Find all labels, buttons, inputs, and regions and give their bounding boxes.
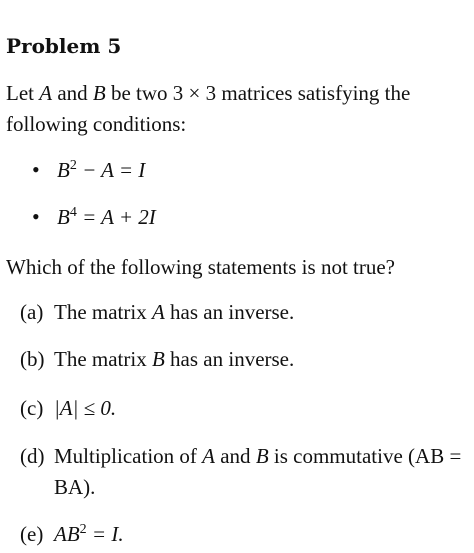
option-rest: = I.: [86, 522, 124, 546]
option-label: (a): [20, 300, 44, 324]
intro-text-3: be two 3 × 3 matrices satisfying the following conditions:: [6, 81, 411, 136]
condition-rest: = A + 2I: [76, 205, 156, 229]
intro-text-1: Let: [6, 81, 40, 105]
option-text-1: The matrix: [54, 347, 152, 371]
option-text-1: The matrix: [54, 300, 152, 324]
question-text: Which of the following statements is not true?: [6, 255, 395, 279]
bullet-point: •: [32, 204, 40, 229]
option-b[interactable]: [20, 344, 470, 375]
option-text-2: and: [214, 444, 256, 468]
intro-matrix-b: B: [92, 81, 106, 105]
option-text-1: Multiplication of: [54, 444, 203, 468]
option-matrix-b: B: [255, 444, 269, 468]
condition-item-2: [32, 204, 156, 230]
intro-matrix-a: A: [39, 81, 53, 105]
bullet-point: •: [32, 157, 40, 182]
option-exponent: 2: [79, 522, 87, 537]
option-a[interactable]: [20, 297, 470, 328]
option-c[interactable]: [20, 393, 470, 424]
condition-item-1: [32, 157, 145, 183]
condition-exponent: 2: [69, 158, 77, 173]
intro-text-2: and: [52, 81, 93, 105]
option-text-3: is commutative (AB = BA).: [54, 444, 462, 499]
option-label: (d): [20, 444, 45, 468]
option-d[interactable]: [20, 441, 470, 503]
option-matrix: B: [151, 347, 165, 371]
condition-base: B: [57, 205, 70, 229]
option-label: (c): [20, 396, 44, 420]
problem-title: Problem 5: [6, 34, 122, 58]
problem-intro: [6, 78, 468, 140]
condition-exponent: 4: [69, 205, 77, 220]
condition-rest: − A = I: [76, 158, 146, 182]
option-expression: |A| ≤ 0.: [54, 396, 117, 420]
option-matrix-a: A: [202, 444, 215, 468]
condition-base: B: [57, 158, 70, 182]
option-base: AB: [54, 522, 80, 546]
option-text-2: has an inverse.: [164, 347, 295, 371]
option-e[interactable]: [20, 519, 470, 550]
option-matrix: A: [151, 300, 165, 324]
option-label: (b): [20, 347, 45, 371]
option-label: (e): [20, 522, 44, 546]
option-text-2: has an inverse.: [164, 300, 295, 324]
